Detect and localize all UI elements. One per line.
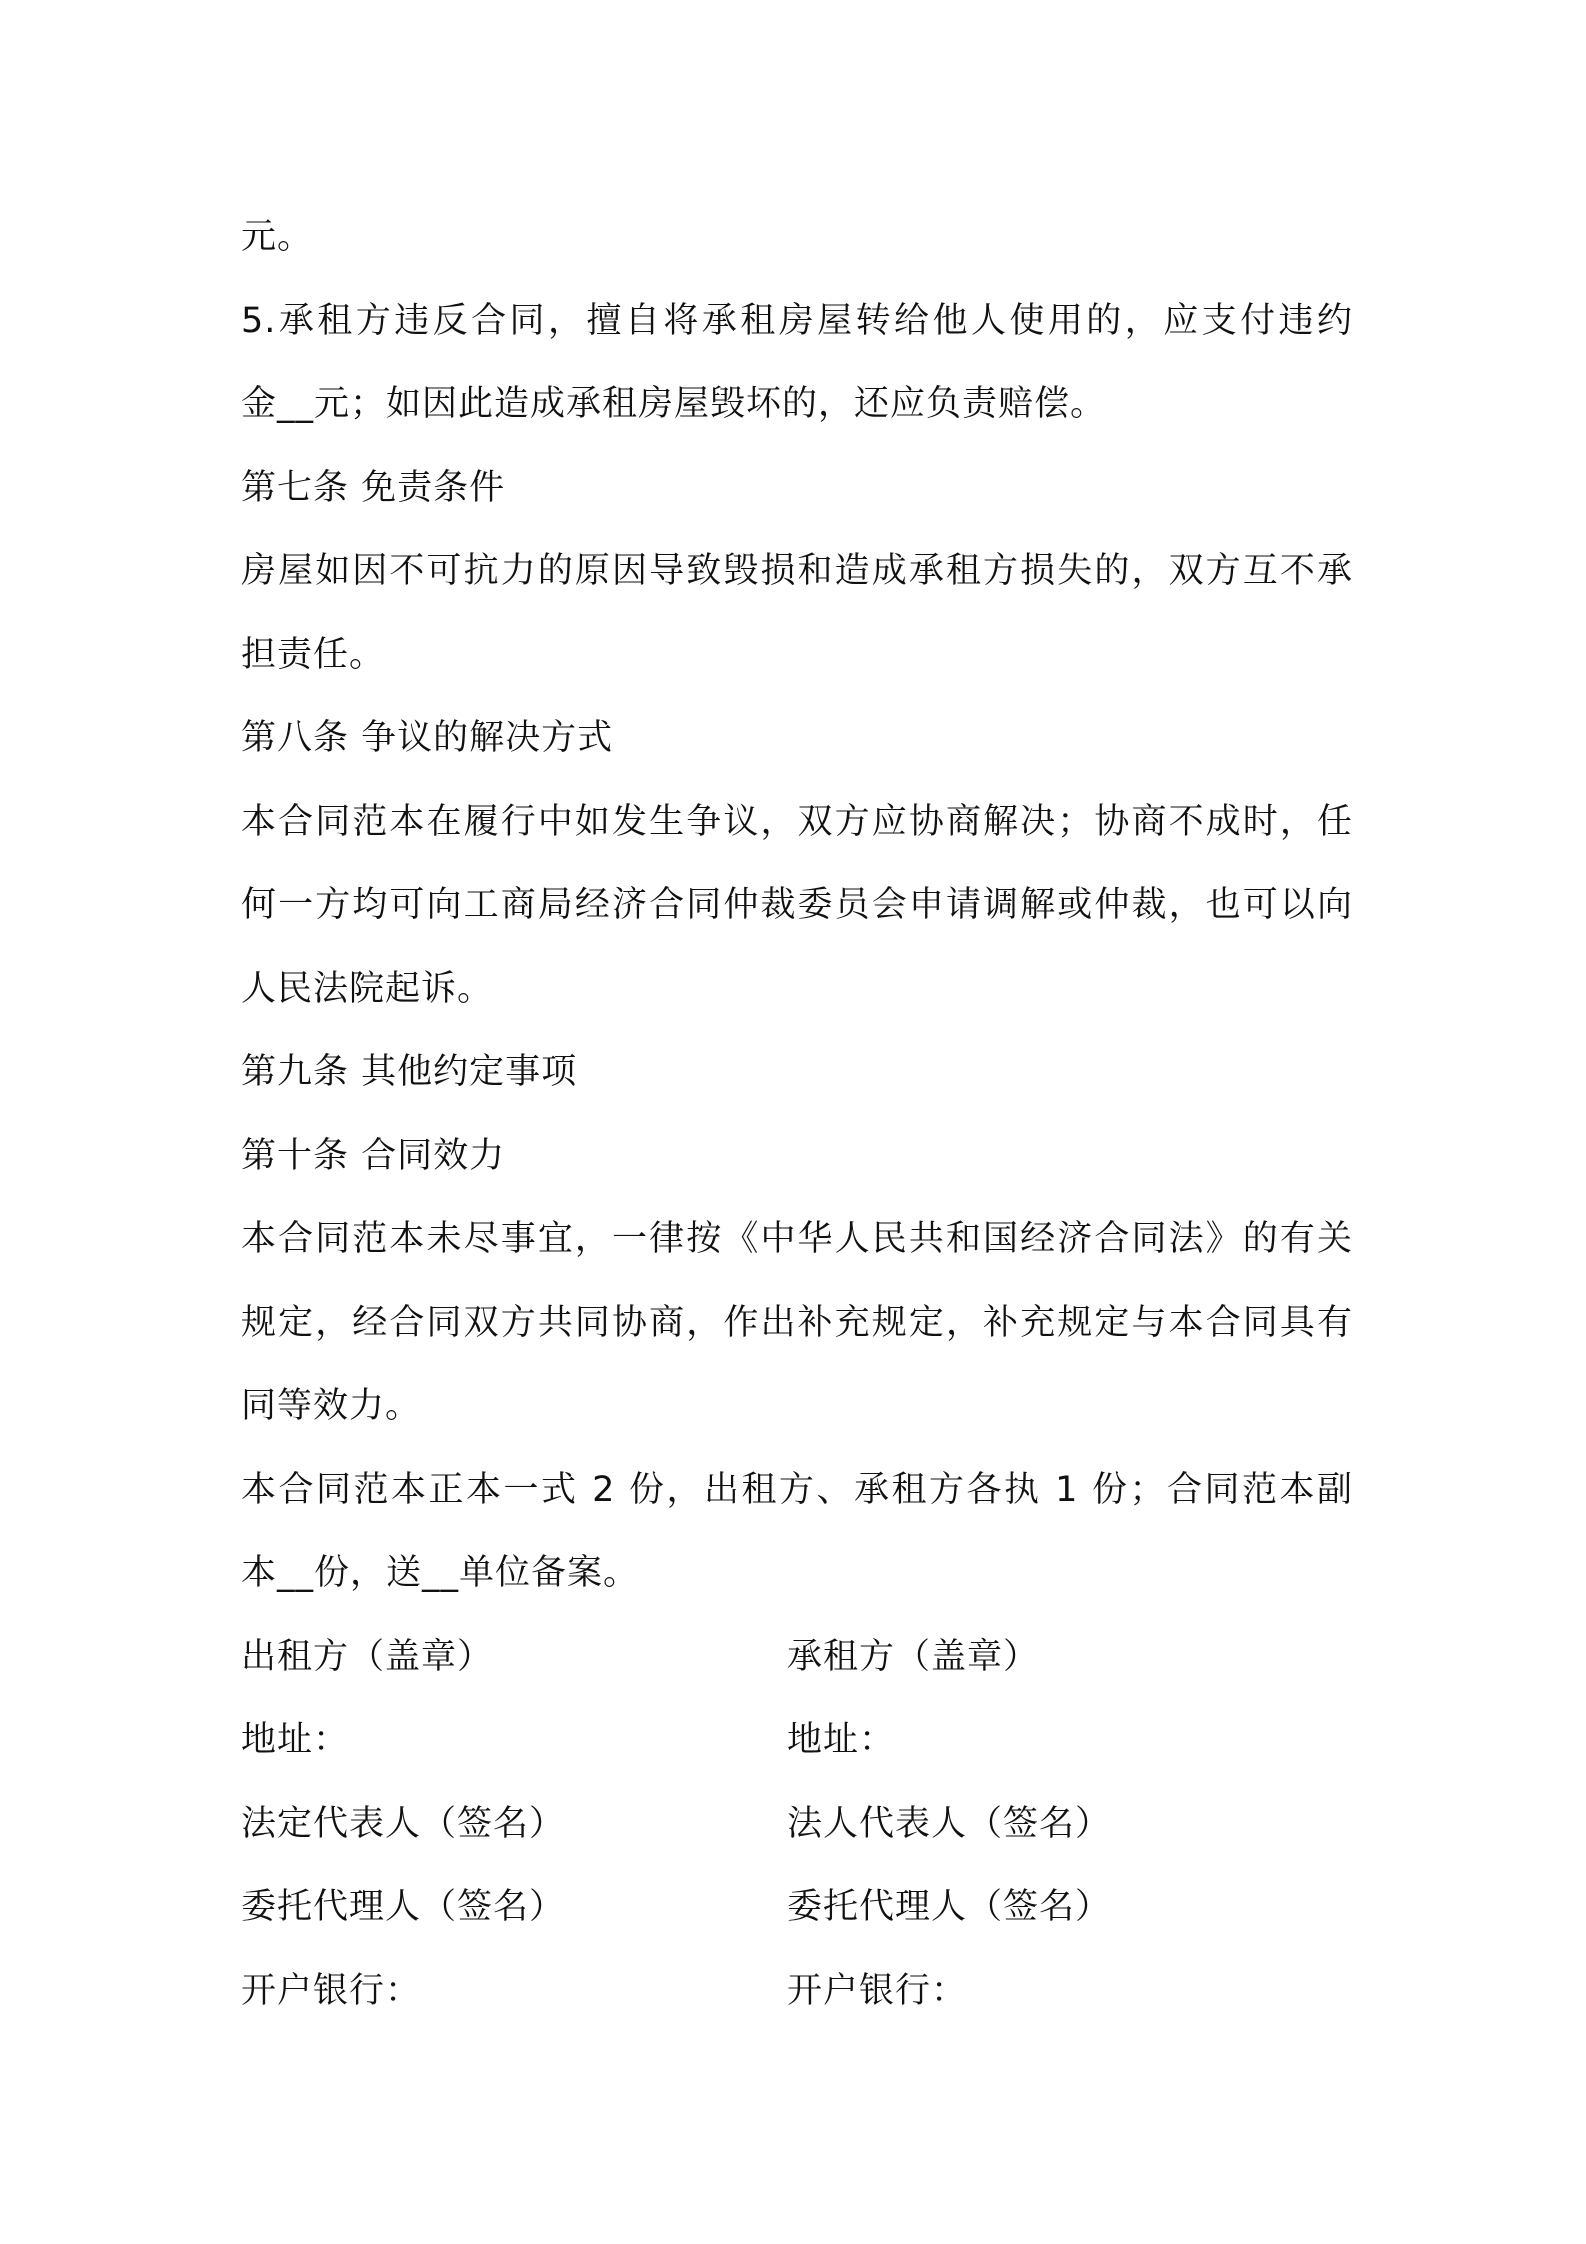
paragraph-line: 本合同范本正本一式 2 份，出租方、承租方各执 1 份；合同范本副	[241, 1469, 1353, 1510]
lessor-representative: 法定代表人（签名）	[241, 1803, 566, 1844]
signature-row-title	[241, 1616, 1353, 1700]
paragraph-line: 担责任。	[241, 634, 386, 675]
section-heading: 第九条 其他约定事项	[241, 1052, 578, 1092]
section-heading: 第七条 免责条件	[241, 467, 506, 508]
lessee-title: 承租方（盖章）	[787, 1636, 1040, 1677]
signature-row-bank	[241, 1950, 1353, 2034]
paragraph-line: 本合同范本未尽事宜，一律按《中华人民共和国经济合同法》的有关	[241, 1219, 1353, 1259]
paragraph-line: 人民法院起诉。	[241, 968, 494, 1009]
lessee-representative: 法人代表人（签名）	[787, 1803, 1112, 1844]
paragraph-line: 本合同范本在履行中如发生争议，双方应协商解决；协商不成时，任	[241, 801, 1353, 842]
lessor-title: 出租方（盖章）	[241, 1636, 494, 1677]
signature-row-agent	[241, 1866, 1353, 1950]
signature-row-representative	[241, 1783, 1353, 1867]
section-heading: 第八条 争议的解决方式	[241, 718, 614, 758]
section-heading: 第十条 合同效力	[241, 1135, 506, 1176]
paragraph-line: 房屋如因不可抗力的原因导致毁损和造成承租方损失的，双方互不承	[241, 551, 1353, 591]
paragraph-line: 5.承租方违反合同，擅自将承租房屋转给他人使用的，应支付违约	[241, 300, 1353, 341]
lessee-agent: 委托代理人（签名）	[787, 1887, 1112, 1927]
paragraph-line: 金__元；如因此造成承租房屋毁坏的，还应负责赔偿。	[241, 384, 1107, 424]
document-page	[241, 196, 1353, 2033]
paragraph-line: 同等效力。	[241, 1386, 422, 1426]
lessor-address: 地址：	[241, 1720, 350, 1760]
paragraph-line: 本__份，送__单位备案。	[241, 1553, 640, 1593]
lessee-address: 地址：	[787, 1720, 896, 1760]
lessor-agent: 委托代理人（签名）	[241, 1887, 566, 1927]
paragraph-line: 何一方均可向工商局经济合同仲裁委员会申请调解或仲裁，也可以向	[241, 885, 1353, 925]
lessor-bank: 开户银行：	[241, 1970, 422, 2011]
paragraph-line: 元。	[241, 217, 314, 257]
lessee-bank: 开户银行：	[787, 1970, 968, 2011]
paragraph-line: 规定，经合同双方共同协商，作出补充规定，补充规定与本合同具有	[241, 1302, 1353, 1343]
signature-row-address	[241, 1699, 1353, 1783]
